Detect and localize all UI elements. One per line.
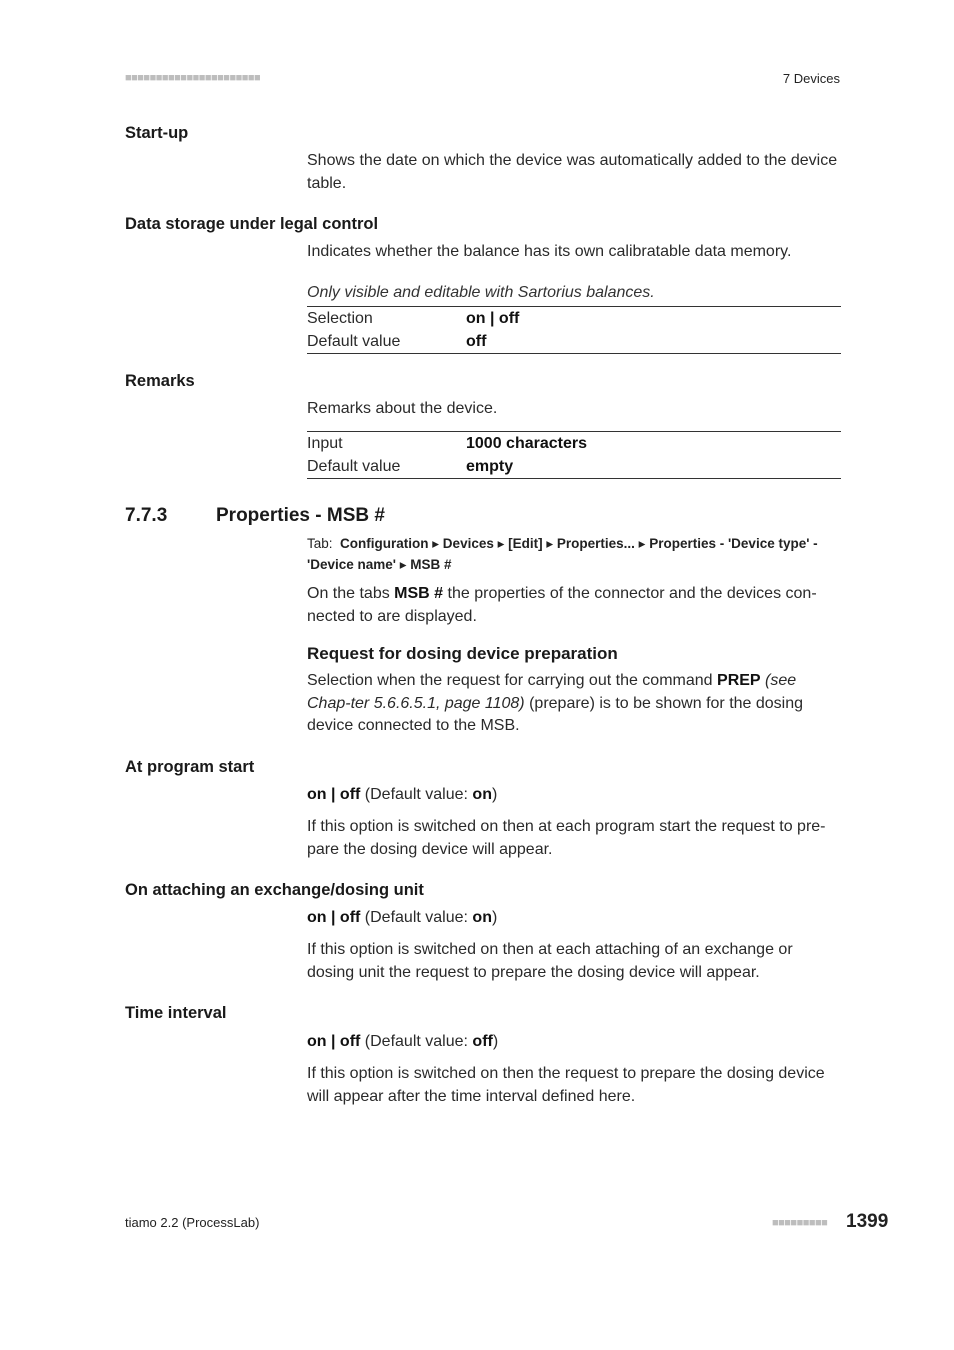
at-program-start-options: on | off (Default value: on)	[307, 786, 498, 803]
chapter-title: 7 Devices	[782, 71, 840, 86]
row-key: Default value	[307, 333, 401, 350]
data-storage-description: Indicates whether the balance has its own calibratable data memory.	[307, 243, 792, 260]
tab-label: Tab:	[307, 536, 333, 551]
request-description: Selection when the request for carrying out the command PREP (see Chap-ter 5.6.6.5.1, page 1108) (prepare) is to be shown for the dosing device connected to the MSB.	[307, 672, 804, 734]
data-storage-table	[307, 306, 841, 354]
startup-heading: Start-up	[125, 124, 189, 142]
section-number: 7.7.3	[125, 505, 168, 526]
header-decoration: ■■■■■■■■■■■■■■■■■■■■■■	[125, 72, 261, 84]
time-interval-description: If this option is switched on then the request to prepare the dosing device will appear after the time interval defined here.	[307, 1065, 825, 1105]
remarks-heading: Remarks	[125, 372, 195, 390]
section-intro: On the tabs MSB # the properties of the connector and the devices con-nected to are displayed.	[307, 585, 817, 625]
tab-path-line-1: Configuration ▸ Devices ▸ [Edit] ▸ Properties... ▸ Properties - 'Device type' -	[340, 536, 818, 551]
tab-navigation-path	[307, 533, 847, 575]
time-interval-heading: Time interval	[125, 1004, 227, 1022]
row-value: 1000 characters	[466, 435, 587, 452]
section-title: Properties - MSB #	[216, 505, 385, 526]
remarks-description: Remarks about the device.	[307, 400, 498, 417]
row-value: on | off	[466, 310, 520, 327]
row-value: empty	[466, 458, 514, 475]
row-key: Selection	[307, 310, 373, 327]
on-attaching-options: on | off (Default value: on)	[307, 909, 498, 926]
footer-decoration: ■■■■■■■■■	[772, 1217, 828, 1229]
data-storage-note: Only visible and editable with Sartorius balances.	[307, 284, 655, 301]
chapter-reference-link[interactable]: (see Chap-ter 5.6.6.5.1, page 1108)	[307, 672, 797, 712]
row-key: Default value	[307, 458, 401, 475]
row-key: Input	[307, 435, 343, 452]
tab-path-line-2: 'Device name' ▸ MSB #	[307, 557, 452, 572]
table-row	[307, 432, 841, 455]
prep-command: PREP	[717, 672, 761, 689]
msb-term: MSB #	[394, 585, 444, 602]
on-attaching-description: If this option is switched on then at each attaching of an exchange or dosing unit the request to prepare the dosing device will appear.	[307, 941, 793, 981]
row-value: off	[466, 333, 487, 350]
table-row	[307, 455, 841, 478]
page-number: 1399	[846, 1211, 889, 1232]
at-program-start-heading: At program start	[125, 758, 255, 776]
at-program-start-description: If this option is switched on then at each program start the request to pre-pare the dosing device will appear.	[307, 818, 826, 858]
table-row	[307, 330, 841, 353]
remarks-table	[307, 431, 841, 479]
time-interval-options: on | off (Default value: off)	[307, 1033, 499, 1050]
request-heading: Request for dosing device preparation	[307, 644, 618, 663]
startup-description: Shows the date on which the device was automatically added to the device table.	[307, 152, 838, 192]
table-row	[307, 307, 841, 330]
data-storage-heading: Data storage under legal control	[125, 215, 379, 233]
product-name: tiamo 2.2 (ProcessLab)	[125, 1215, 260, 1230]
on-attaching-heading: On attaching an exchange/dosing unit	[125, 881, 424, 899]
